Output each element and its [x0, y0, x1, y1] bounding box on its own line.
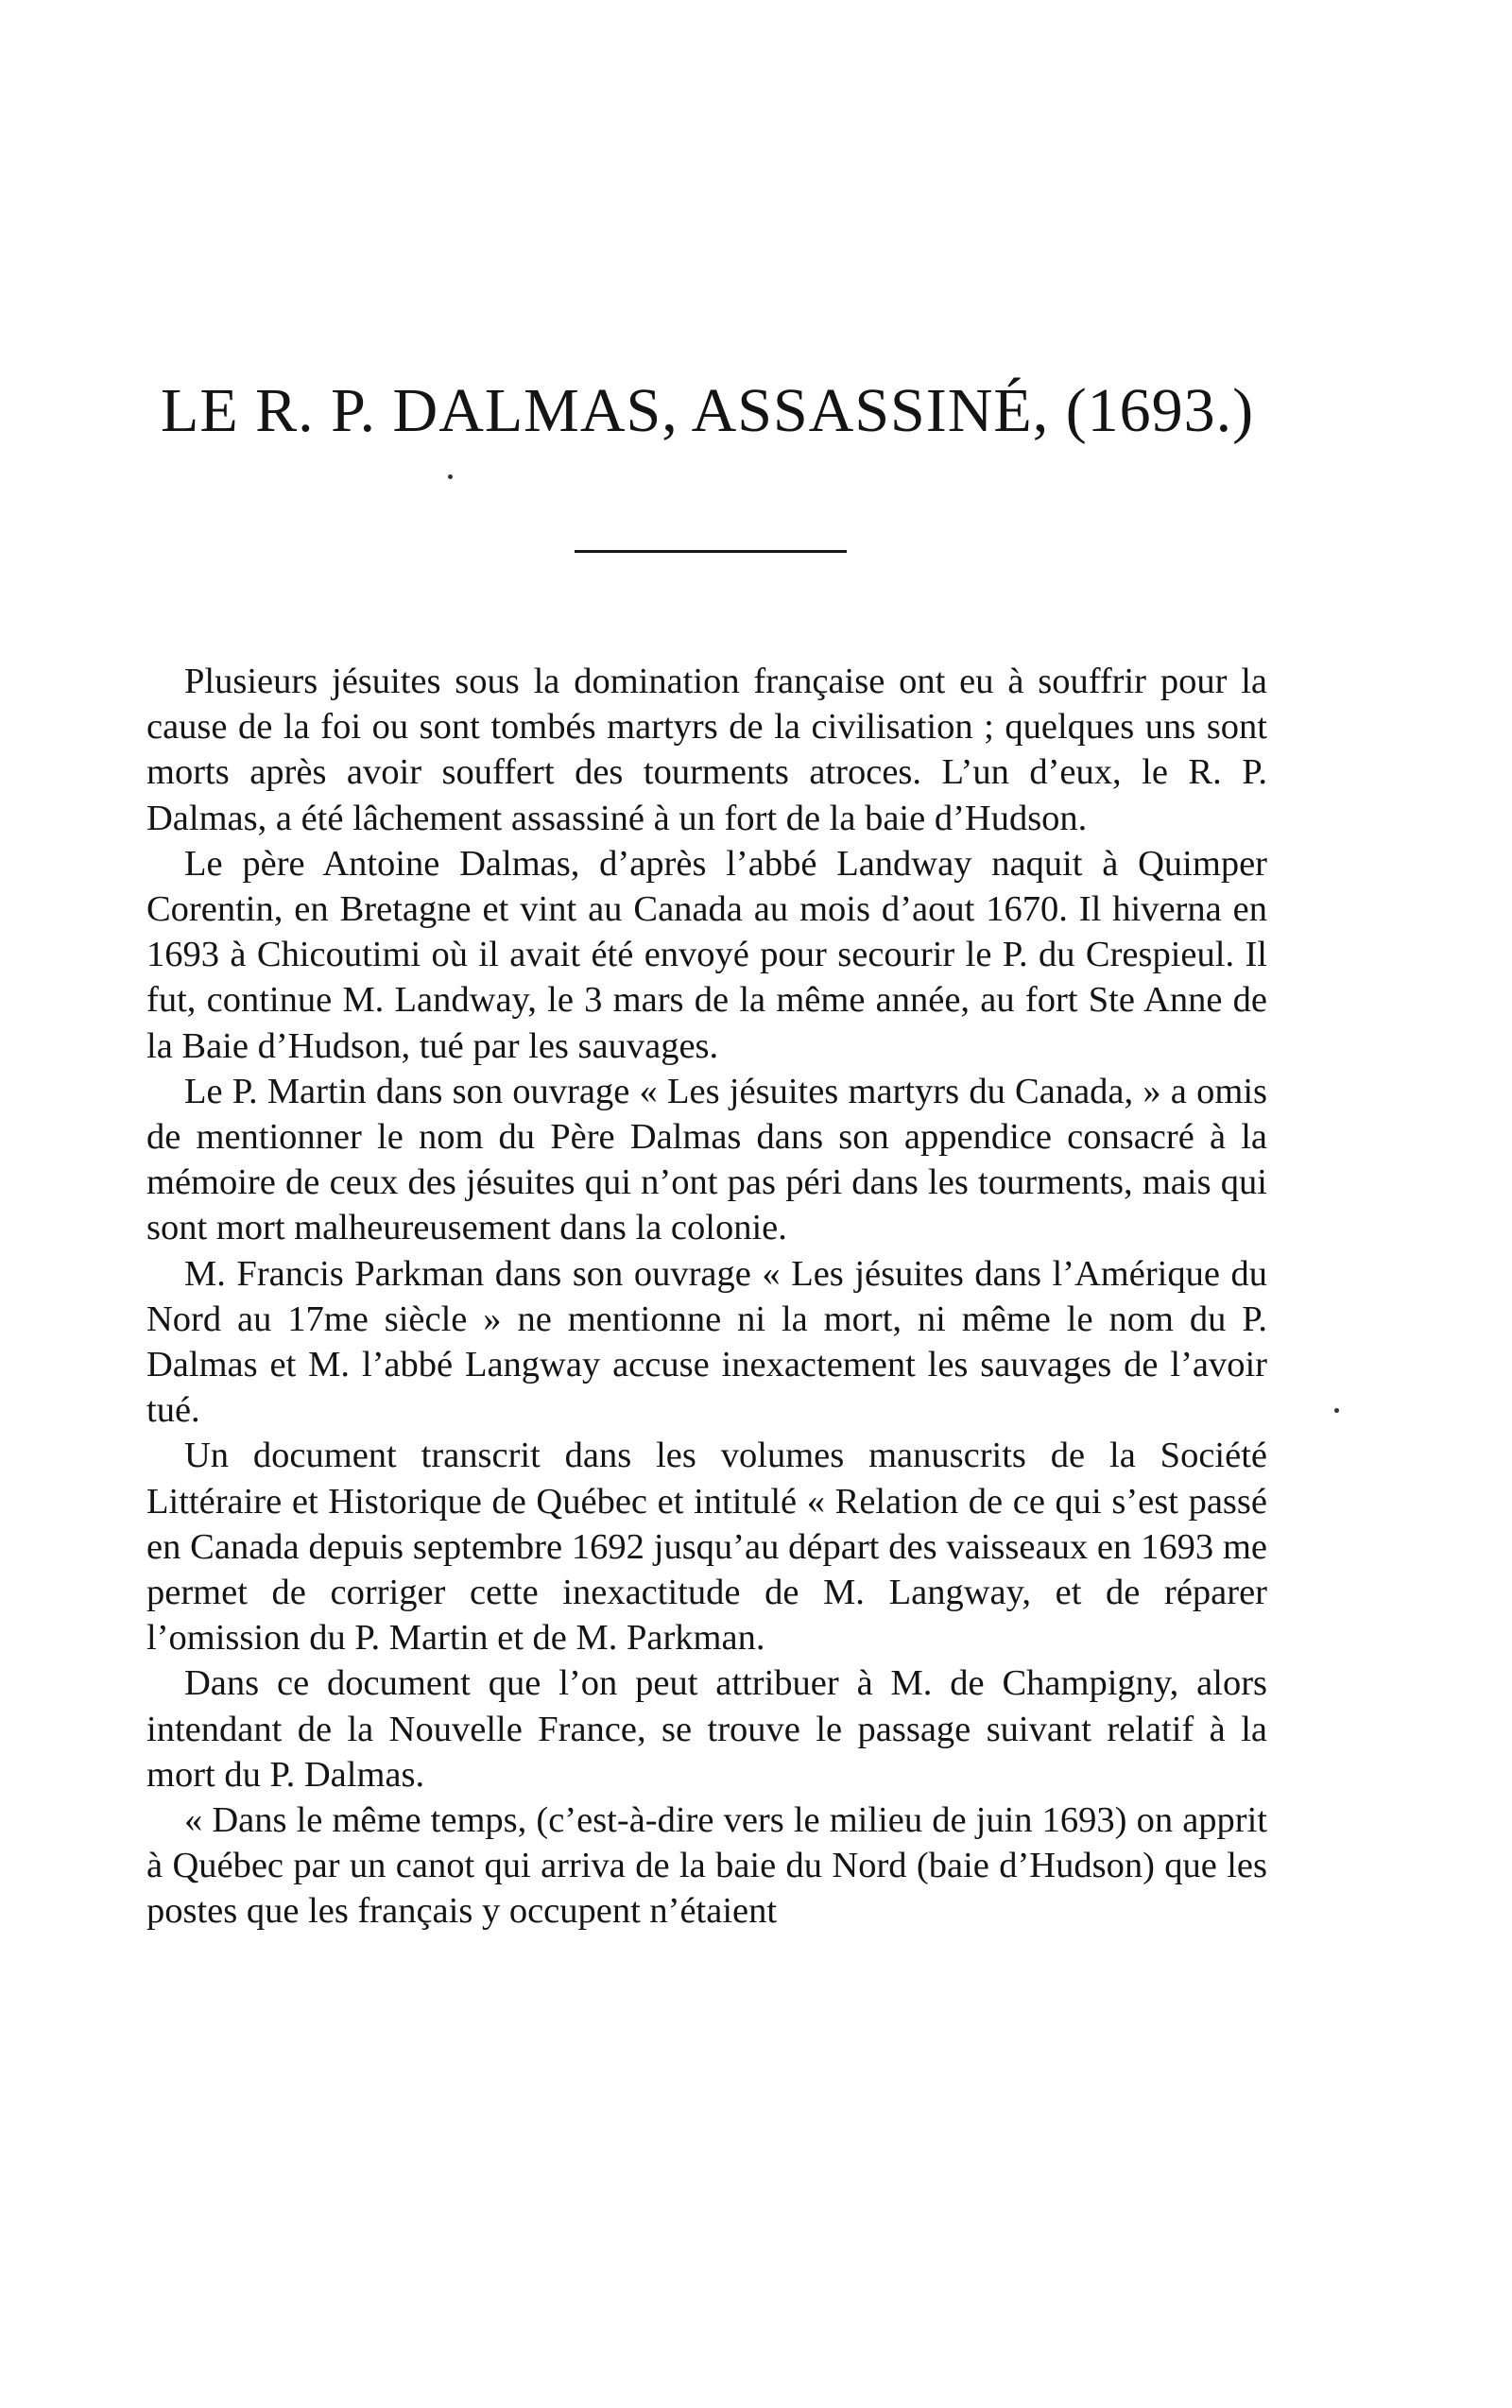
- paragraph: Plusieurs jésuites sous la domination française ont eu à souffrir pour la cause de la foi ou sont tombés martyrs de la civilisation ; quelques uns sont morts après avoir souffert des tourments atroces. L’un d’eux, le R. P. Dalmas, a été lâchement assassiné à un fort de la baie d’Hudson.: [146, 662, 1267, 838]
- ink-speck: [448, 474, 453, 479]
- paragraph: Dans ce document que l’on peut attribuer à M. de Champigny, alors intendant de la Nouvelle France, se trouve le passage suivant relatif à la mort du P. Dalmas.: [146, 1663, 1267, 1795]
- paragraph: M. Francis Parkman dans son ouvrage « Les jésuites dans l’Amérique du Nord au 17me siècle » ne mentionne ni la mort, ni même le nom du P. Dalmas et M. l’abbé Langway accuse inexactement les sauvages de l’avoir tué.: [146, 1253, 1267, 1431]
- title-divider: [575, 550, 847, 553]
- paragraph: Le père Antoine Dalmas, d’après l’abbé Landway naquit à Quimper Corentin, en Bretagne et vint au Canada au mois d’aout 1670. Il hiverna en 1693 à Chicoutimi où il avait été envoyé pour secourir le P. du Crespieul. Il fut, continue M. Landway, le 3 mars de la même année, au fort Ste Anne de la Baie d’Hudson, tué par les sauvages.: [146, 843, 1267, 1066]
- paragraph: Le P. Martin dans son ouvrage « Les jésuites martyrs du Canada, » a omis de mentionner le nom du Père Dalmas dans son appendice consacré à la mémoire de ceux des jésuites qui n’ont pas péri dans les tourments, mais qui sont mort malheureusement dans la colonie.: [146, 1071, 1267, 1248]
- body-text: [146, 659, 1267, 1935]
- chapter-title: LE R. P. DALMAS, ASSASSINÉ, (1693.): [161, 376, 1255, 445]
- paragraph: « Dans le même temps, (c’est-à-dire vers le milieu de juin 1693) on apprit à Québec par un canot qui arriva de la baie du Nord (baie d’Hudson) que les postes que les français y occupent n’étaient: [146, 1800, 1267, 1932]
- ink-speck: [1334, 1408, 1339, 1413]
- paragraph: Un document transcrit dans les volumes manuscrits de la Société Littéraire et Historique de Québec et intitulé « Relation de ce qui s’est passé en Canada depuis septembre 1692 jusqu’au départ des vaisseaux en 1693 me permet de corriger cette inexactitude de M. Langway, et de réparer l’omission du P. Martin et de M. Parkman.: [146, 1436, 1267, 1659]
